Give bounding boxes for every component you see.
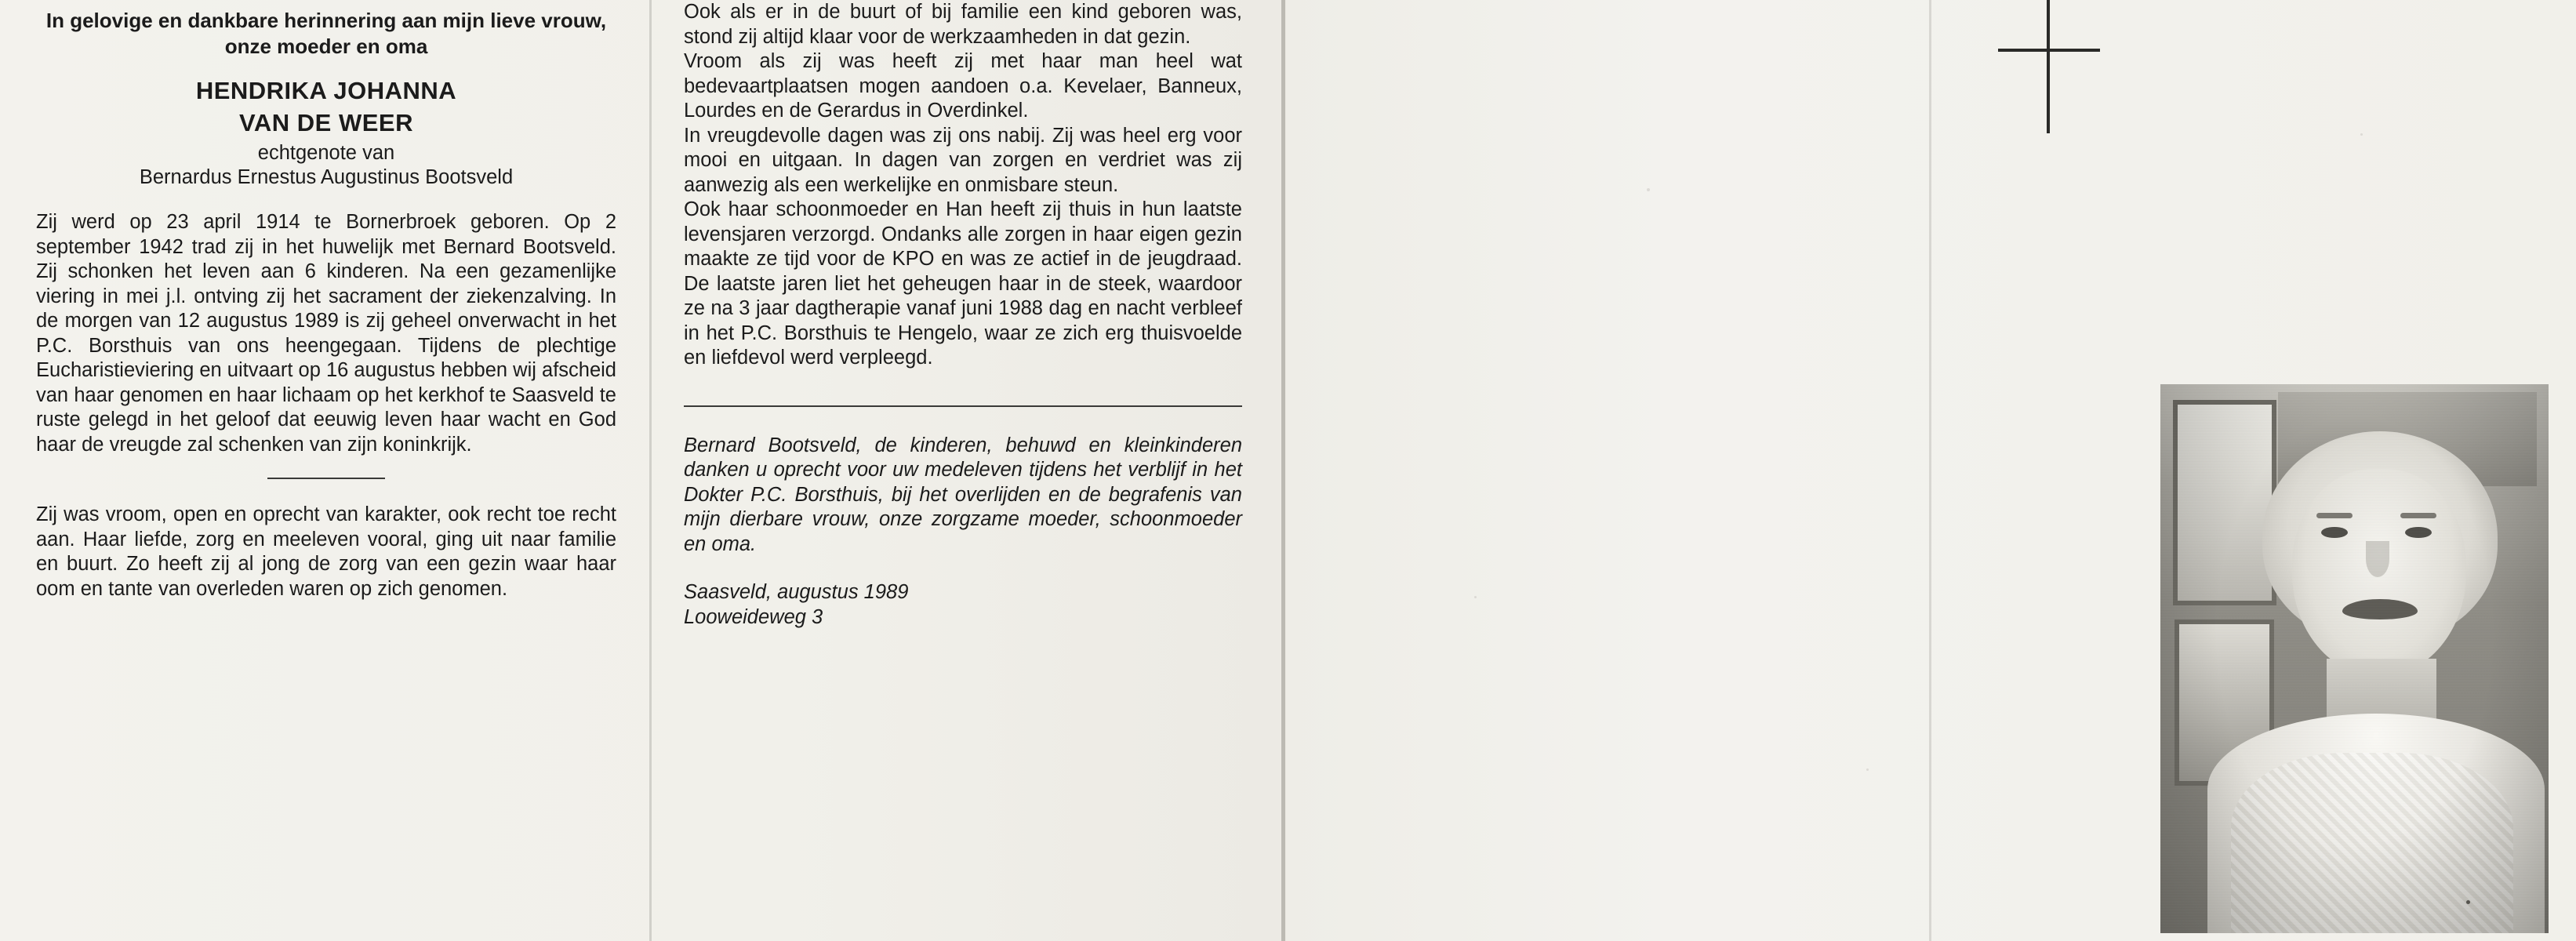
paper-speckle bbox=[1647, 188, 1650, 191]
divider-rule bbox=[267, 478, 385, 479]
cross-horizontal-bar bbox=[1998, 49, 2100, 52]
fold-line-1 bbox=[649, 0, 652, 941]
biography-paragraph-2: Zij was vroom, open en oprecht van karakter, ook recht toe recht aan. Haar liefde, zorg en meeleven vooral, ging uit naar familie en buurt. Zo heeft zij al jong de zorg van een gezin waar haar oom en tante van overleden waren op zich genomen. bbox=[36, 503, 616, 600]
text-column-right bbox=[684, 0, 1242, 630]
biography-paragraph-4: Vroom als zij was heeft zij met haar man heel wat bedevaartplaatsen mogen aandoen o.a. Kevelaer, Banneux, Lourdes en de Gerardus in Overdinkel. bbox=[684, 50, 1242, 122]
divider-rule-long bbox=[684, 405, 1242, 407]
spouse-name: Bernardus Ernestus Augustinus Bootsveld bbox=[139, 166, 514, 188]
thanks-message: Bernard Bootsveld, de kinderen, behuwd en kleinkinderen danken u oprecht voor uw medeleven tijdens het verblijf in het Dokter P.C. Borsthuis, bij het overlijden en de begrafenis van mijn dierbare vrouw, onze zorgzame moeder, schoonmoeder en oma. bbox=[684, 434, 1242, 555]
biography-paragraph-3: Ook als er in de buurt of bij familie een kind geboren was, stond zij altijd klaar voor de werkzaamheden in dat gezin. bbox=[684, 1, 1242, 48]
deceased-name-line-1: HENDRIKA JOHANNA bbox=[195, 77, 457, 104]
address-line: Looweideweg 3 bbox=[684, 605, 823, 628]
place-date-line: Saasveld, augustus 1989 bbox=[684, 581, 909, 603]
fold-line-3 bbox=[1929, 0, 1931, 941]
spouse-lead-text: echtgenote van bbox=[257, 142, 395, 164]
biography-paragraph-1: Zij werd op 23 april 1914 te Bornerbroek geboren. Op 2 september 1942 trad zij in het huwelijk met Bernard Bootsveld. Zij schonken het leven aan 6 kinderen. Na een gezamenlijke viering in mei j.l. ontving zij het sacrament der ziekenzalving. In de morgen van 12 augustus 1989 is zij geheel onverwacht in het P.C. Borsthuis van ons heengegaan. Tijdens de plechtige Eucharistieviering en uitvaart op 16 augustus hebben wij afscheid van haar genomen en haar lichaam op het kerkhof te Saasveld te ruste gelegd in het geloof dat eeuwig leven haar wacht en God haar de vreugde zal schenken van zijn koninkrijk. bbox=[36, 211, 616, 456]
photo-grain bbox=[2160, 384, 2549, 933]
fold-line-2 bbox=[1281, 0, 1285, 941]
biography-paragraph-6: Ook haar schoonmoeder en Han heeft zij thuis in hun laatste levensjaren verzorgd. Ondanks alle zorgen in haar eigen gezin maakte ze tijd voor de KPO en was ze actief in de jeugdraad. De laatste jaren liet het geheugen haar in de steek, waardoor ze na 3 jaar dagtherapie vanaf juni 1988 dag en nacht verbleef in het P.C. Borsthuis te Hengelo, waar ze zich erg thuisvoelde en liefdevol werd verpleegd. bbox=[684, 198, 1242, 369]
cross-vertical-bar bbox=[2047, 0, 2050, 133]
paper-speckle bbox=[1866, 768, 1869, 771]
text-column-left bbox=[36, 8, 616, 601]
biography-paragraph-5: In vreugdevolle dagen was zij ons nabij. Zij was heel erg voor mooi en uitgaan. In dagen van zorgen en verdriet was zij aanwezig als een werkelijke en onmisbare steun. bbox=[684, 124, 1242, 196]
paper-speckle bbox=[2360, 133, 2363, 136]
dedication-text: In gelovige en dankbare herinnering aan mijn lieve vrouw, onze moeder en oma bbox=[45, 9, 607, 58]
paper-speckle bbox=[1474, 596, 1477, 598]
deceased-name-line-2: VAN DE WEER bbox=[239, 109, 413, 136]
portrait-photo bbox=[2160, 384, 2549, 933]
paper-speckle bbox=[2466, 900, 2470, 904]
cross-icon bbox=[1984, 0, 2109, 165]
